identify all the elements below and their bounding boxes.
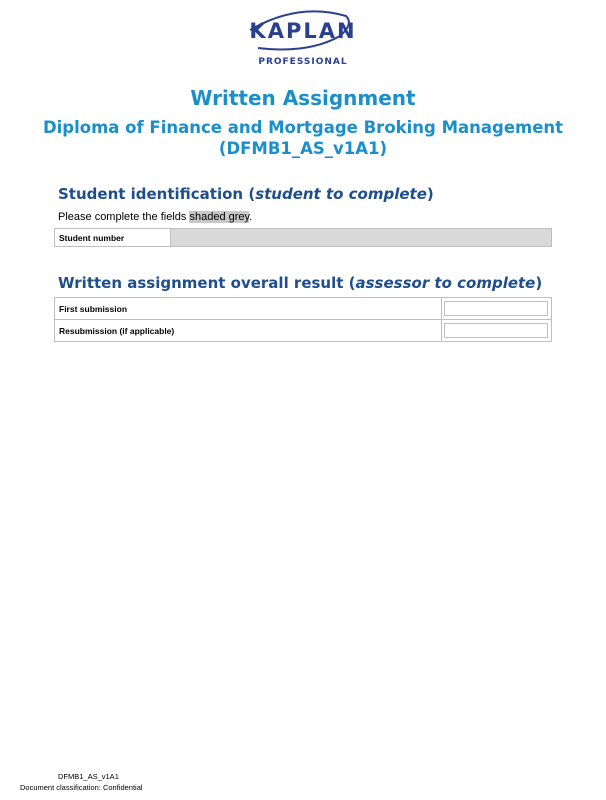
logo-subtitle-text: PROFESSIONAL bbox=[258, 57, 348, 67]
table-row bbox=[55, 320, 552, 342]
first-submission-label: First submission bbox=[55, 298, 442, 320]
overall-result-heading bbox=[58, 274, 542, 292]
resubmission-label: Resubmission (if applicable) bbox=[55, 320, 442, 342]
shaded-grey-highlight: shaded grey bbox=[189, 211, 250, 223]
subtitle-line-2: (DFMB1_AS_v1A1) bbox=[218, 139, 388, 158]
first-submission-cell bbox=[442, 298, 552, 320]
heading-end-text: ) bbox=[426, 185, 434, 203]
heading-text: Written assignment overall result ( bbox=[58, 274, 356, 292]
resubmission-result-field[interactable] bbox=[444, 323, 548, 338]
logo-brand-text: KAPLAN bbox=[249, 19, 357, 43]
heading-text: Student identification ( bbox=[58, 185, 256, 203]
document-title: Written Assignment bbox=[190, 86, 416, 110]
subtitle-line-1: Diploma of Finance and Mortgage Broking Management bbox=[42, 118, 564, 137]
overall-result-table bbox=[54, 297, 552, 342]
table-row bbox=[55, 298, 552, 320]
kaplan-logo bbox=[0, 8, 606, 72]
first-submission-result-field[interactable] bbox=[444, 301, 548, 316]
heading-italic-text: student to complete bbox=[255, 185, 427, 203]
instruction-prefix: Please complete the fields bbox=[58, 211, 190, 223]
footer-doc-code: DFMB1_AS_v1A1 bbox=[58, 772, 119, 781]
student-number-field[interactable] bbox=[171, 229, 552, 247]
table-row bbox=[55, 229, 552, 247]
student-identification-heading bbox=[58, 185, 434, 203]
student-number-label: Student number bbox=[55, 229, 171, 247]
heading-italic-text: assessor to complete bbox=[355, 274, 536, 292]
instruction-suffix: . bbox=[249, 211, 253, 223]
instruction-text bbox=[58, 211, 252, 223]
heading-end-text: ) bbox=[535, 274, 543, 292]
resubmission-cell bbox=[442, 320, 552, 342]
footer-classification: Document classification: Confidential bbox=[20, 783, 143, 792]
student-identification-table bbox=[54, 228, 552, 247]
document-subtitle bbox=[0, 117, 606, 159]
